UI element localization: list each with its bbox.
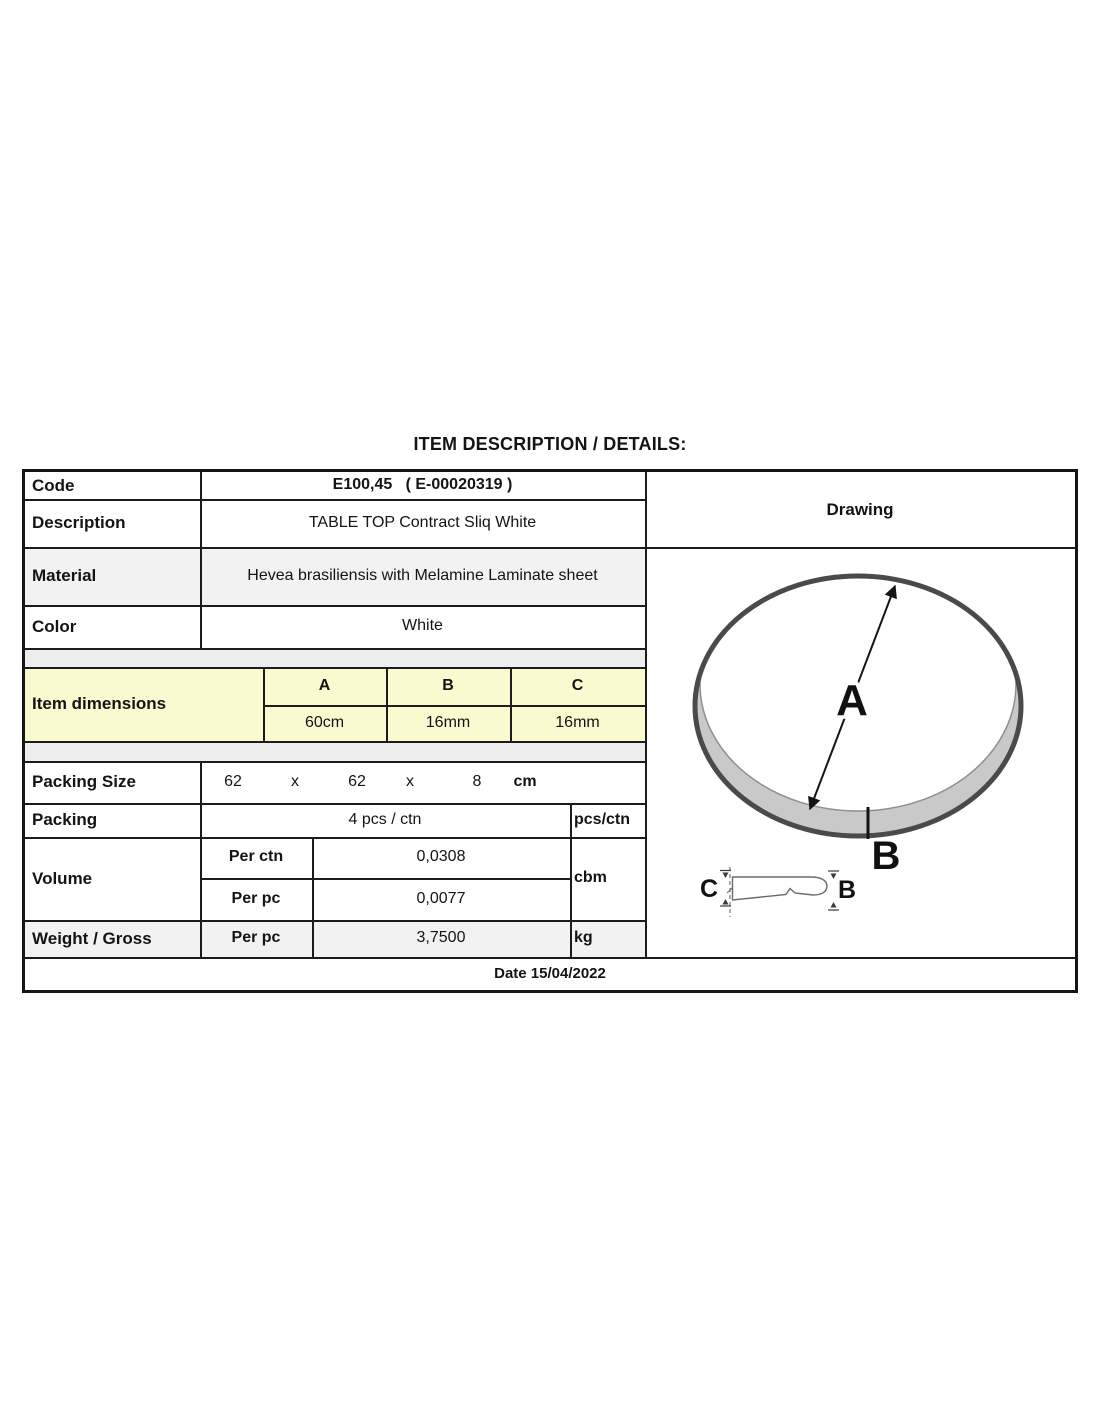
dim-col-c-header: C	[571, 676, 584, 694]
grid-line-h	[25, 920, 645, 922]
packing-size-sep2: x	[406, 773, 414, 790]
grid-line-h	[25, 648, 645, 650]
gap-row-2	[25, 741, 645, 761]
code-label: Code	[32, 475, 75, 495]
grid-line-h	[25, 761, 645, 763]
grid-line-v	[312, 837, 314, 957]
grid-line-h	[25, 667, 645, 669]
packing-unit: pcs/ctn	[574, 810, 631, 828]
date-row: Date 15/04/2022	[494, 964, 606, 982]
weight-per-label: Per pc	[231, 929, 281, 947]
profile-dim-b-arrow-top	[831, 874, 837, 880]
drawing-header: Drawing	[826, 499, 894, 519]
dim-col-b-value: 16mm	[425, 713, 471, 731]
packing-size-sep1: x	[291, 773, 299, 790]
grid-line-h	[25, 605, 645, 607]
dim-label-b: B	[871, 834, 901, 878]
grid-line-h	[25, 547, 1075, 549]
dim-label-a: A	[836, 676, 868, 725]
grid-line-v	[570, 803, 572, 957]
volume-per-pc-label: Per pc	[231, 889, 281, 907]
grid-line-v	[263, 667, 265, 741]
code-value: E100,45 ( E-00020319 )	[332, 476, 513, 494]
dim-col-a-header: A	[318, 676, 331, 694]
page-title: ITEM DESCRIPTION / DETAILS:	[413, 434, 687, 454]
grid-line-h	[25, 837, 645, 839]
drawing-canvas	[647, 549, 1075, 957]
grid-line-h	[25, 499, 645, 501]
packing-value: 4 pcs / ctn	[348, 810, 422, 828]
dim-col-b-header: B	[442, 676, 454, 694]
packing-size-label: Packing Size	[32, 772, 136, 792]
grid-line-h	[25, 957, 1075, 959]
drawing-area	[647, 549, 1075, 957]
volume-per-ctn-label: Per ctn	[228, 848, 284, 866]
grid-line-h	[25, 741, 645, 743]
material-label: Material	[32, 566, 97, 586]
grid-line-h	[263, 705, 645, 707]
material-value: Hevea brasiliensis with Melamine Laminate sheet	[247, 566, 598, 584]
packing-size-dim2: 62	[348, 773, 366, 790]
volume-label: Volume	[32, 868, 93, 888]
gap-row-1	[25, 648, 645, 667]
description-label: Description	[32, 513, 126, 533]
weight-unit: kg	[574, 929, 593, 947]
volume-per-pc-value: 0,0077	[416, 889, 466, 907]
grid-line-v	[510, 667, 512, 741]
grid-line-v	[386, 667, 388, 741]
packing-size-unit: cm	[513, 773, 537, 790]
dim-col-c-value: 16mm	[555, 713, 600, 731]
grid-line-v	[200, 761, 202, 957]
description-value: TABLE TOP Contract Sliq White	[308, 513, 537, 531]
profile-dim-b-arrow-bottom	[831, 902, 837, 908]
packing-size-dim1: 62	[224, 773, 242, 790]
color-label: Color	[32, 616, 77, 636]
edge-profile	[700, 867, 856, 917]
packing-label: Packing	[32, 810, 98, 830]
profile-label-b: B	[837, 876, 857, 904]
grid-line-h	[25, 803, 645, 805]
grid-line-h	[200, 878, 570, 880]
weight-label: Weight / Gross	[32, 928, 152, 948]
grid-line-v	[645, 472, 647, 957]
volume-unit: cbm	[574, 869, 607, 887]
volume-per-ctn-value: 0,0308	[416, 848, 466, 866]
profile-label-c: C	[699, 875, 719, 903]
color-value: White	[402, 617, 443, 635]
packing-size-dim3: 8	[472, 773, 482, 790]
item-dimensions-label: Item dimensions	[32, 694, 167, 714]
profile-outline	[733, 877, 828, 900]
packing-size-value	[200, 761, 645, 803]
spec-table	[22, 469, 1078, 993]
weight-value: 3,7500	[416, 929, 466, 947]
profile-dim-c-arrow-bottom	[723, 899, 729, 905]
grid-line-v	[200, 472, 202, 648]
profile-dim-c-arrow-top	[723, 873, 729, 879]
dim-col-a-value: 60cm	[304, 713, 345, 731]
